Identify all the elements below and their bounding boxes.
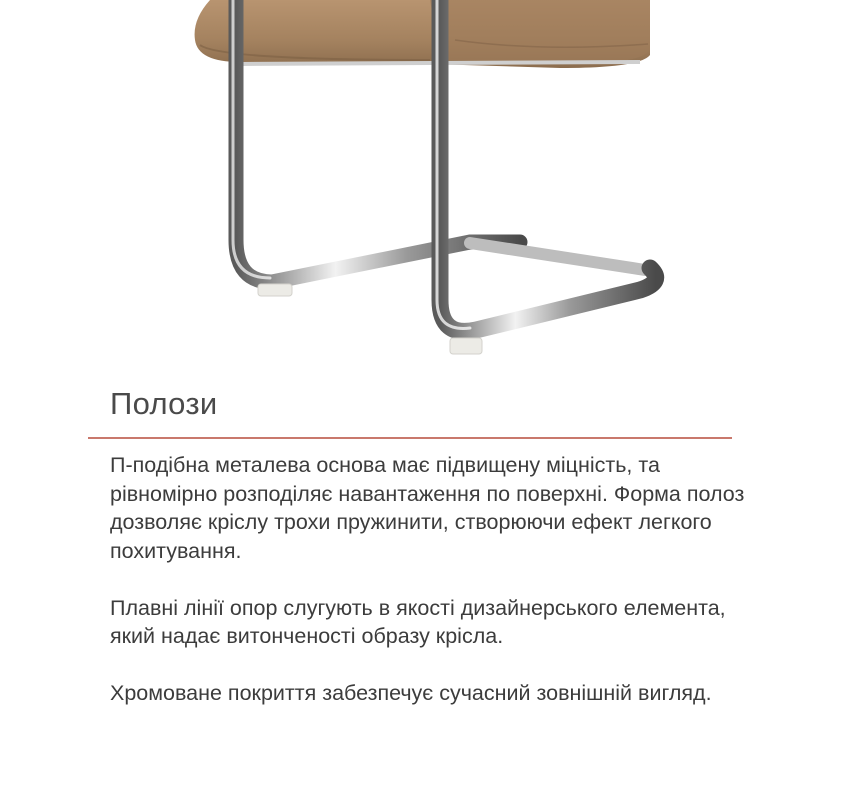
back-crossbar	[470, 243, 645, 270]
paragraph-design-lines: Плавні лінії опор слугують в якості дизайнерського елемента, який надає витонченості образу крісла.	[110, 595, 726, 648]
paragraph-chrome-coating: Хромоване покриття забезпечує сучасний зовнішній вигляд.	[110, 681, 712, 705]
chair-illustration	[0, 0, 860, 370]
paragraph-base-strength: П-подібна металева основа має підвищену міцність, та рівномірно розподіляє навантаження по поверхні. Форма полоз дозволяє кріслу трохи пружинити, створюючи ефект легкого похитування.	[110, 453, 745, 563]
section-description	[110, 451, 750, 736]
chair-base-image	[0, 0, 860, 370]
foot-cap-left	[258, 284, 292, 296]
section-title: Полози	[110, 386, 218, 421]
foot-cap-right	[450, 338, 482, 354]
seat-cushion	[195, 0, 650, 68]
title-divider	[88, 437, 732, 439]
